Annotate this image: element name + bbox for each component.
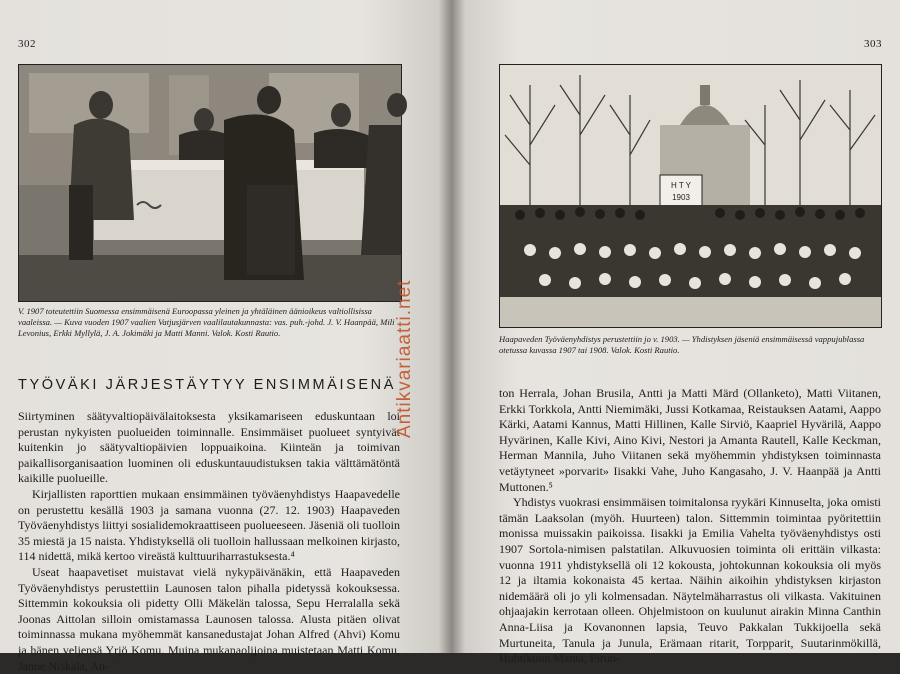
svg-text:1903: 1903	[672, 193, 690, 202]
paragraph: Siirtyminen säätyvaltiopäivälaitoksesta yksikamariseen eduskuntaan loi perustan nykyisten puolueiden toiminnalle. Ensimmäiset puolueet syntyivät kuitenkin jo säätyvaltiopäivien loppuaikoina. Kiinteän ja toimivan paikallisorganisaation luominen oli eduskuntauudistuksen takia välttämätöntä kaikille puolueille.	[18, 409, 400, 486]
page-number: 303	[864, 38, 882, 50]
paragraph: Kirjallisten raporttien mukaan ensimmäinen työväenyhdistys Haapavedelle on perustettu kesällä 1903 ja samana vuonna (27. 12. 1903) Haapaveden Työväenyhdistys liittyi sosialidemokraattiseen puolueeseen. Jäseniä oli tuolloin 35 miestä ja 15 naista. Yhdistyksellä oli tuolloin hallussaan melkoinen kirjasto, 114 nidettä, mikä kertoo vireästä kulttuuriharrastuksesta.⁴	[18, 486, 400, 564]
paragraph: ton Herrala, Johan Brusila, Antti ja Matti Märd (Ollanketo), Matti Viitanen, Erkki Torkkola, Antti Niemimäki, Jussi Kotkamaa, Reistauksen Aatami, Aappo Kärki, Aatami Kannus, Matti Hillinen, Kalle Sirviö, Kaapriel Hyvärilä, Aappo Hyvärinen, Kalle Kivi, Aino Kivi, Nestori ja Amanta Rautell, Kalle Keckman, Herman Mannila, Juho Viitanen sekä myöhemmin yhdistyksen toiminnasta vetäytyneet »porvarit» Iisakki Vahe, Juho Kangasaho, J. V. Haanpää ja Antti Muttonen.⁵	[499, 386, 881, 494]
page-number: 302	[18, 38, 36, 50]
election-committee-photo	[18, 64, 402, 302]
watermark: Antikvariaatti.net	[394, 279, 415, 438]
right-page	[452, 0, 900, 666]
svg-text:H T Y: H T Y	[670, 181, 692, 190]
section-heading: TYÖVÄKI JÄRJESTÄYTYY ENSIMMÄISENÄ	[18, 377, 397, 393]
photo-caption: V. 1907 toteutettiin Suomessa ensimmäisenä Euroopassa yleinen ja yhtäläinen äänioikeus valtiollisissa vaaleissa. — Kuva vuoden 1907 vaalien Vatjusjärven vaalilautakunnasta: vas. puh.-johd. J. V. Haanpää, Mili Levonius, Erkki Myllylä, J. A. Jokimäki ja Matti Manni. Valok. Kosti Rautio.	[18, 306, 395, 338]
photo-caption: Haapaveden Työväenyhdistys perustettiin jo v. 1903. — Yhdistyksen jäseniä ensimmäisessä vappujublassa otetussa kuvassa 1907 tai 1908. Valok. Kosti Rautio.	[499, 334, 865, 355]
body-text	[18, 409, 400, 674]
paragraph: Useat haapavetiset muistavat vielä nykypäivänäkin, että Haapaveden Työväenyhdistys perustettiin Launosen talon pihalla pidetyssä kokouksessa. Sittemmin kokouksia oli pidetty Olli Mäkelän talossa, Sepu Herralalla sekä Joonas Aittolan silloin omistamassa Launosen talossa. Alusta pitäen olivat toiminnassa mukana myöhemmät kansanedustajat Johan Alfred (Ahvi) Komu ja hänen veljensä Yrjö Komu. Muina mukanaolijoina muistetaan Matti Komu, Janne Niskala, An-	[18, 564, 400, 673]
paragraph: Yhdistys vuokrasi ensimmäisen toimitalonsa ryykäri Kinnuselta, joka omisti tämän Laaksolan (myöh. Huurteen) talon. Sittemmin toimintaa pyöritettiin monissa muissakin paikoissa. Iisakki ja Emilia Vahelta työväenyhdistys osti 1907 Sortola-nimisen palstatilan. Alkuvuosien toiminta oli erittäin vilkasta: vuonna 1911 yhdistyksellä oli 12 kokousta, johtokunnan kokouksia oli myös 12 ja iltamia kokonaista 45 kertaa. Näihin aikoihin yhdistyksen kirjaston nidemäärä oli jo yli kolmensadan. Näytelmäharrastus oli vilkasta. Vakituinen ohjaajakin kerrotaan olleen. Ohjelmistoon on kuulunut airakin Minna Canthin Anna-Liisa ja Kovanonnen lapsia, Teuvo Pakkalan Tukkijoella sekä Murtuneita, Tanula ja Junula, Erämaan ritarit, Torpparit, Suutarinmökillä, Huhtikuun Manta, Pirun-	[499, 495, 881, 666]
association-group-photo	[499, 64, 882, 328]
body-text	[499, 386, 881, 667]
